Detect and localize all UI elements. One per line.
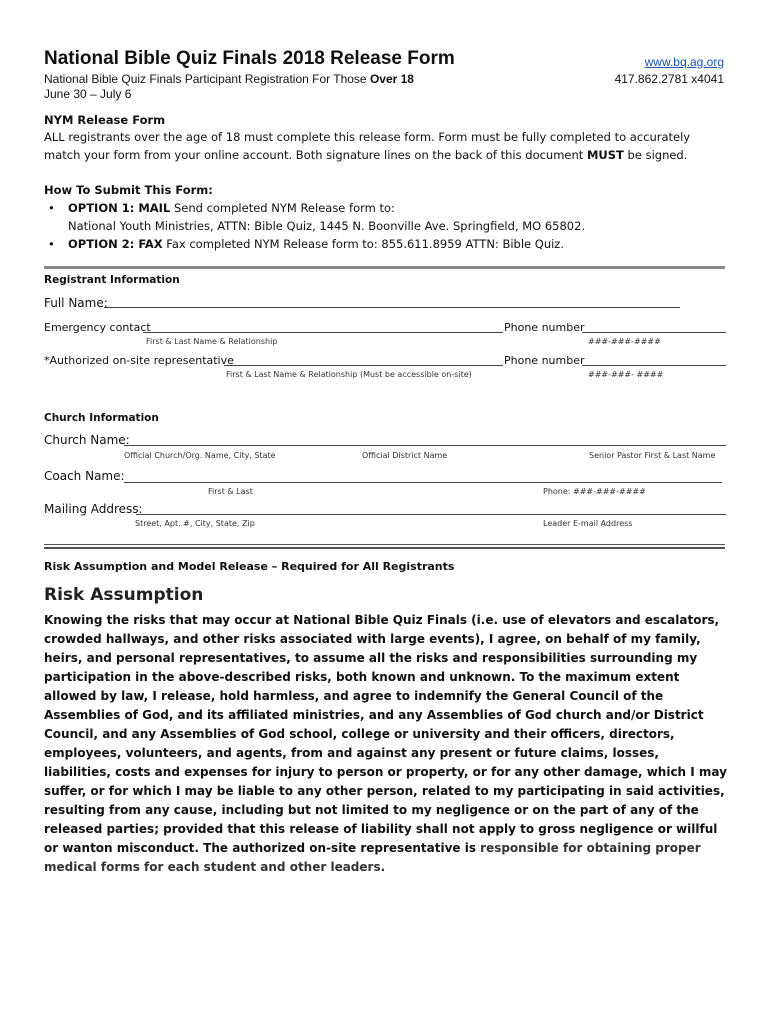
representative-label: *Authorized on-site representative xyxy=(44,354,234,367)
coach-name-field[interactable] xyxy=(124,482,722,483)
risk-section-heading: Risk Assumption and Model Release – Required for All Registrants xyxy=(44,560,455,573)
mail-address: National Youth Ministries, ATTN: Bible Quiz, 1445 N. Boonville Ave. Springfield, MO 65802. xyxy=(68,219,586,233)
nym-text: ALL registrants over the age of 18 must complete this release form. Form must be fully completed to accurately match your form from your online account. Both signature lines on the back of this document xyxy=(44,130,691,162)
coach-hint: First & Last xyxy=(208,487,253,496)
nym-instructions xyxy=(44,128,730,164)
risk-paragraph xyxy=(44,611,730,877)
nym-text-end: be signed. xyxy=(623,148,688,162)
emergency-phone-label: Phone number xyxy=(504,321,585,334)
mailing-address-field[interactable] xyxy=(136,514,726,515)
option-mail-text: Send completed NYM Release form to: xyxy=(170,201,395,215)
representative-phone-label: Phone number xyxy=(504,354,585,367)
full-name-label: Full Name: xyxy=(44,296,108,310)
nym-must: MUST xyxy=(586,148,624,162)
coach-name-label: Coach Name: xyxy=(44,469,125,483)
representative-phone-hint: ###-###- #### xyxy=(588,370,664,379)
coach-phone-hint: Phone: ###-###-#### xyxy=(543,487,646,496)
mailing-address-label: Mailing Address: xyxy=(44,502,143,516)
option-mail-address xyxy=(44,217,585,235)
submit-options xyxy=(44,199,585,253)
risk-heading: Risk Assumption xyxy=(44,585,204,605)
divider xyxy=(44,266,725,269)
subtitle-bold: Over 18 xyxy=(369,72,414,86)
option-fax-label: OPTION 2: FAX xyxy=(68,237,163,251)
website-link[interactable]: www.bq.ag.org xyxy=(644,55,724,69)
nym-heading: NYM Release Form xyxy=(44,113,166,127)
form-title: National Bible Quiz Finals 2018 Release Form xyxy=(44,48,455,69)
church-heading: Church Information xyxy=(44,412,159,424)
church-name-label: Church Name: xyxy=(44,433,130,447)
emergency-contact-field[interactable] xyxy=(143,332,503,333)
emergency-phone-field[interactable] xyxy=(582,332,726,333)
event-dates: June 30 – July 6 xyxy=(44,87,132,101)
representative-field[interactable] xyxy=(224,365,503,366)
district-hint: Official District Name xyxy=(362,451,448,460)
risk-text-tail: responsible for obtaining proper medical forms for each student and other leaders. xyxy=(44,841,701,874)
representative-hint: First & Last Name & Relationship (Must be accessible on-site) xyxy=(226,370,472,379)
emergency-contact-label: Emergency contact xyxy=(44,321,151,334)
option-mail xyxy=(44,199,585,217)
emergency-contact-hint: First & Last Name & Relationship xyxy=(146,337,278,346)
subtitle-text: National Bible Quiz Finals Participant Registration For Those xyxy=(44,72,370,86)
risk-text: Knowing the risks that may occur at National Bible Quiz Finals (i.e. use of elevators and escalators, crowded hallways, and other risks associated with large events), I agree, on behalf of my family, heirs, and personal representatives, to assume all the risks and responsibilities surrounding my participation in the above-described risks, both known and unknown. To the maximum extent allowed by law, I release, hold harmless, and agree to indemnify the General Council of the Assemblies of God, and its affiliated ministries, and any Assemblies of God church and/or District Council, and any Assemblies of God school, college or university and their officers, directors, employees, volunteers, and agents, from and against any present or future claims, losses, liabilities, costs and expenses for injury to person or property, or for any other damage, which I may suffer, or for which I may be liable to any other person, related to my participating in said activities, resulting from any cause, including but not limited to my negligence or on the part of any of the released parties; provided that this release of liability shall not apply to gross negligence or willful or wanton misconduct. The authorized on-site representative is xyxy=(44,613,727,855)
divider xyxy=(44,544,725,545)
street-hint: Street, Apt. #, City, State, Zip xyxy=(135,519,255,528)
divider xyxy=(44,547,725,549)
submit-heading: How To Submit This Form: xyxy=(44,183,213,197)
contact-phone: 417.862.2781 x4041 xyxy=(614,72,724,86)
church-hint: Official Church/Org. Name, City, State xyxy=(124,451,276,460)
emergency-phone-hint: ###-###-#### xyxy=(588,337,661,346)
option-fax-text: Fax completed NYM Release form to: 855.611.8959 ATTN: Bible Quiz. xyxy=(162,237,564,251)
form-subtitle xyxy=(44,72,414,102)
pastor-hint: Senior Pastor First & Last Name xyxy=(589,451,716,460)
registrant-heading: Registrant Information xyxy=(44,274,180,286)
option-mail-label: OPTION 1: MAIL xyxy=(68,201,171,215)
representative-phone-field[interactable] xyxy=(582,365,726,366)
email-hint: Leader E-mail Address xyxy=(543,519,633,528)
full-name-field[interactable] xyxy=(104,307,680,308)
option-fax xyxy=(44,235,585,253)
church-name-field[interactable] xyxy=(124,445,726,446)
